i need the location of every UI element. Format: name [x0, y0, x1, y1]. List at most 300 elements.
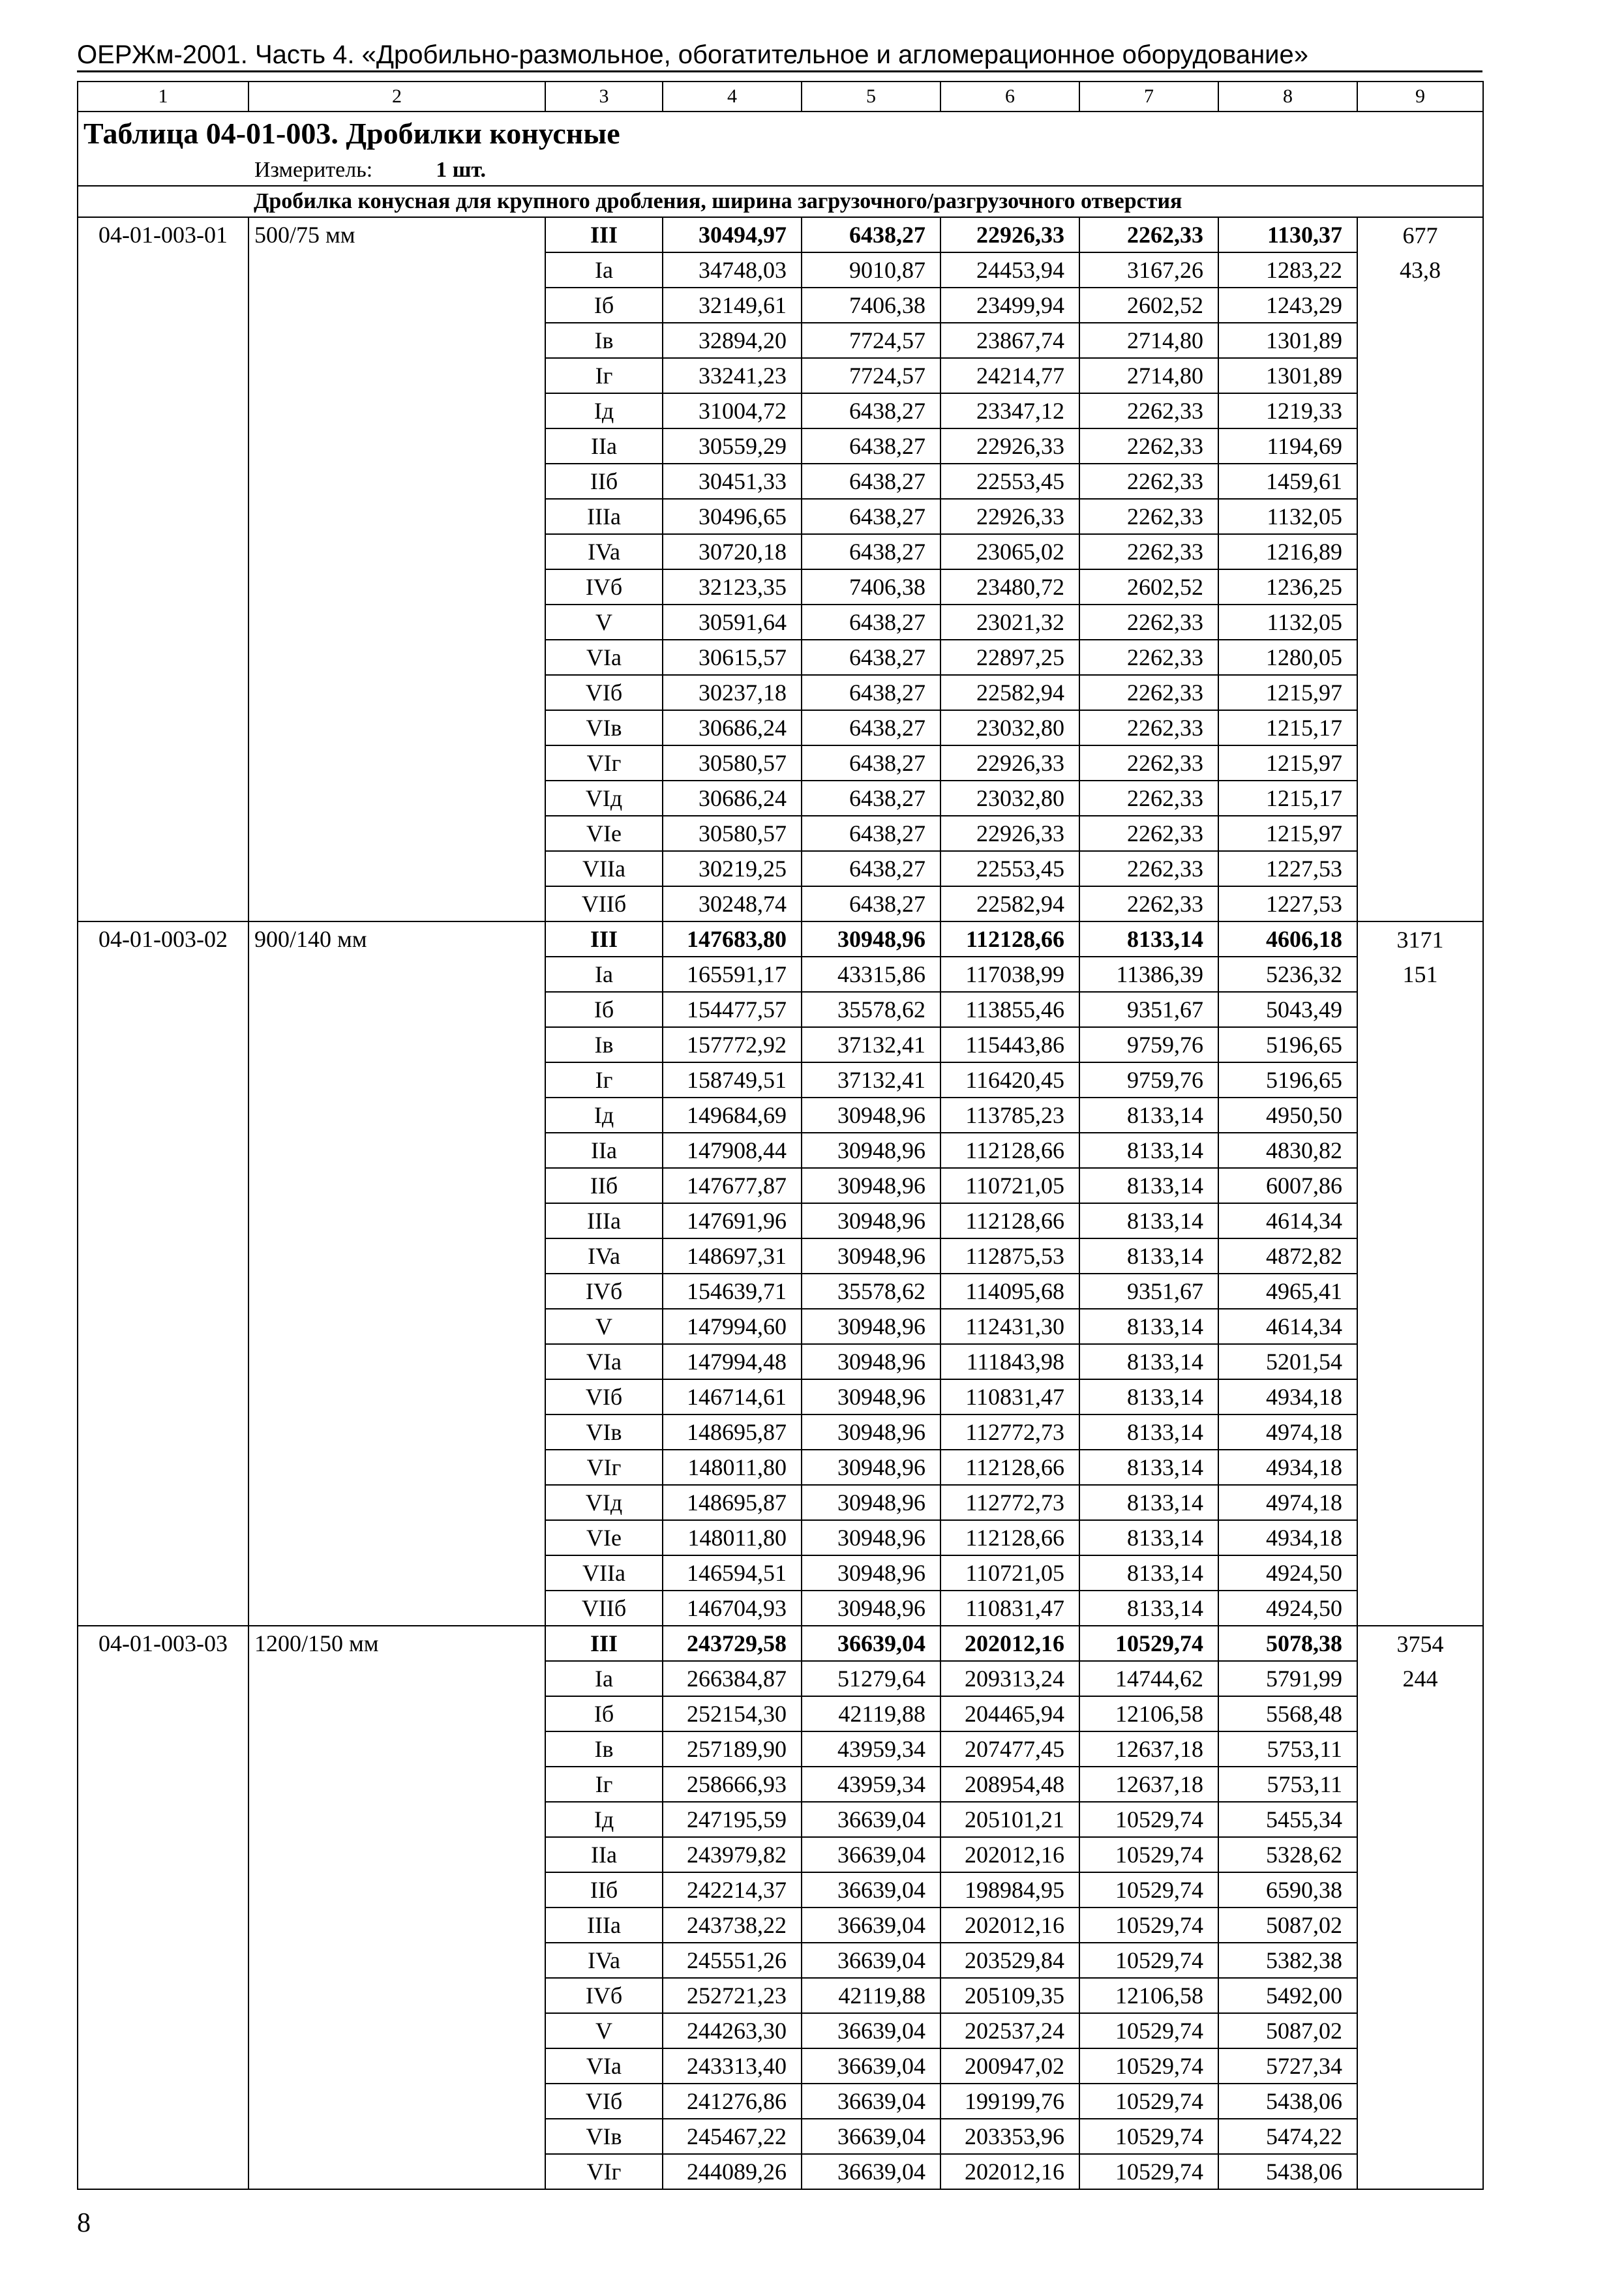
size-cell — [248, 1344, 545, 1379]
size-cell — [248, 745, 545, 781]
value-cell: 208954,48 — [940, 1767, 1079, 1802]
size-cell — [248, 640, 545, 675]
col9-cell — [1357, 1344, 1483, 1379]
value-cell: 244263,30 — [663, 2013, 802, 2048]
value-cell: 12637,18 — [1079, 1731, 1218, 1767]
table-row — [78, 1133, 1483, 1168]
value-cell: 8133,14 — [1079, 1098, 1218, 1133]
column-number: 7 — [1079, 82, 1218, 112]
table-row — [78, 675, 1483, 710]
value-cell: 8133,14 — [1079, 1379, 1218, 1414]
table-row — [78, 1696, 1483, 1731]
index-cell: VIд — [545, 781, 663, 816]
value-cell: 30948,96 — [802, 1485, 940, 1520]
col9-cell — [1357, 569, 1483, 605]
code-cell — [78, 675, 248, 710]
value-cell: 43315,86 — [802, 957, 940, 992]
size-cell — [248, 288, 545, 323]
value-cell: 22926,33 — [940, 428, 1079, 464]
subheading-row — [78, 186, 1483, 217]
value-cell: 243979,82 — [663, 1837, 802, 1872]
code-cell — [78, 851, 248, 886]
column-number: 5 — [802, 82, 940, 112]
code-cell — [78, 1520, 248, 1555]
col9-cell — [1357, 1238, 1483, 1274]
value-cell: 8133,14 — [1079, 1555, 1218, 1591]
value-cell: 147908,44 — [663, 1133, 802, 1168]
value-cell: 22926,33 — [940, 816, 1079, 851]
value-cell: 112431,30 — [940, 1309, 1079, 1344]
index-cell: VIг — [545, 2154, 663, 2189]
value-cell: 117038,99 — [940, 957, 1079, 992]
value-cell: 2262,33 — [1079, 428, 1218, 464]
code-cell — [78, 1379, 248, 1414]
value-cell: 207477,45 — [940, 1731, 1079, 1767]
value-cell: 4924,50 — [1218, 1555, 1357, 1591]
code-cell — [78, 1450, 248, 1485]
value-cell: 10529,74 — [1079, 2013, 1218, 2048]
value-cell: 22553,45 — [940, 851, 1079, 886]
value-cell: 36639,04 — [802, 1837, 940, 1872]
value-cell: 8133,14 — [1079, 1520, 1218, 1555]
value-cell: 266384,87 — [663, 1661, 802, 1696]
value-cell: 2262,33 — [1079, 464, 1218, 499]
value-cell: 252154,30 — [663, 1696, 802, 1731]
value-cell: 10529,74 — [1079, 2048, 1218, 2084]
value-cell: 6438,27 — [802, 675, 940, 710]
price-table — [77, 81, 1484, 2190]
value-cell: 2262,33 — [1079, 393, 1218, 428]
value-cell: 22926,33 — [940, 745, 1079, 781]
value-cell: 30948,96 — [802, 1379, 940, 1414]
size-cell — [248, 1943, 545, 1978]
value-cell: 257189,90 — [663, 1731, 802, 1767]
value-cell: 203353,96 — [940, 2119, 1079, 2154]
index-cell: VIe — [545, 816, 663, 851]
value-cell: 10529,74 — [1079, 2154, 1218, 2189]
size-cell — [248, 1379, 545, 1414]
table-row — [78, 745, 1483, 781]
value-cell: 6438,27 — [802, 816, 940, 851]
size-cell — [248, 816, 545, 851]
col9-cell — [1357, 2048, 1483, 2084]
value-cell: 12106,58 — [1079, 1978, 1218, 2013]
col9-cell — [1357, 992, 1483, 1027]
size-cell — [248, 2154, 545, 2189]
col9-cell — [1357, 428, 1483, 464]
value-cell: 154477,57 — [663, 992, 802, 1027]
value-cell: 148697,31 — [663, 1238, 802, 1274]
code-cell — [78, 1767, 248, 1802]
code-cell — [78, 1027, 248, 1062]
code-cell — [78, 1168, 248, 1203]
value-cell: 245551,26 — [663, 1943, 802, 1978]
value-cell: 43959,34 — [802, 1731, 940, 1767]
value-cell: 154639,71 — [663, 1274, 802, 1309]
code-cell — [78, 2048, 248, 2084]
col9-cell — [1357, 1450, 1483, 1485]
size-cell — [248, 1837, 545, 1872]
value-cell: 112128,66 — [940, 1133, 1079, 1168]
index-cell: III — [545, 217, 663, 252]
size-cell — [248, 1414, 545, 1450]
value-cell: 242214,37 — [663, 1872, 802, 1908]
index-cell: VIa — [545, 2048, 663, 2084]
index-cell: VIд — [545, 1485, 663, 1520]
col9-cell — [1357, 605, 1483, 640]
col9-cell — [1357, 358, 1483, 393]
value-cell: 243729,58 — [663, 1626, 802, 1661]
value-cell: 2602,52 — [1079, 288, 1218, 323]
table-row — [78, 710, 1483, 745]
value-cell: 30580,57 — [663, 745, 802, 781]
value-cell: 2262,33 — [1079, 710, 1218, 745]
table-row — [78, 1661, 1483, 1696]
value-cell: 5087,02 — [1218, 2013, 1357, 2048]
col9-cell — [1357, 2154, 1483, 2189]
code-cell — [78, 1274, 248, 1309]
value-cell: 6438,27 — [802, 781, 940, 816]
value-cell: 1283,22 — [1218, 252, 1357, 288]
value-cell: 209313,24 — [940, 1661, 1079, 1696]
value-cell: 1227,53 — [1218, 886, 1357, 921]
value-cell: 2262,33 — [1079, 675, 1218, 710]
value-cell: 110831,47 — [940, 1591, 1079, 1626]
value-cell: 4614,34 — [1218, 1309, 1357, 1344]
value-cell: 7406,38 — [802, 288, 940, 323]
value-cell: 23867,74 — [940, 323, 1079, 358]
code-cell — [78, 2119, 248, 2154]
size-cell — [248, 957, 545, 992]
size-cell — [248, 1661, 545, 1696]
index-cell: Iв — [545, 323, 663, 358]
meter-row — [78, 155, 1483, 186]
value-cell: 30948,96 — [802, 1344, 940, 1379]
value-cell: 42119,88 — [802, 1978, 940, 2013]
value-cell: 36639,04 — [802, 1802, 940, 1837]
value-cell: 1215,97 — [1218, 816, 1357, 851]
size-cell — [248, 569, 545, 605]
value-cell: 12106,58 — [1079, 1696, 1218, 1731]
value-cell: 147994,60 — [663, 1309, 802, 1344]
value-cell: 30686,24 — [663, 710, 802, 745]
code-cell — [78, 1731, 248, 1767]
size-cell — [248, 1133, 545, 1168]
value-cell: 1215,17 — [1218, 710, 1357, 745]
table-row — [78, 569, 1483, 605]
value-cell: 34748,03 — [663, 252, 802, 288]
value-cell: 112128,66 — [940, 921, 1079, 957]
value-cell: 243313,40 — [663, 2048, 802, 2084]
value-cell: 112128,66 — [940, 1450, 1079, 1485]
table-row — [78, 1098, 1483, 1133]
size-cell — [248, 464, 545, 499]
value-cell: 9010,87 — [802, 252, 940, 288]
value-cell: 23032,80 — [940, 710, 1079, 745]
value-cell: 7406,38 — [802, 569, 940, 605]
code-cell — [78, 745, 248, 781]
value-cell: 2262,33 — [1079, 534, 1218, 569]
value-cell: 32894,20 — [663, 323, 802, 358]
value-cell: 36639,04 — [802, 1908, 940, 1943]
size-cell — [248, 605, 545, 640]
value-cell: 10529,74 — [1079, 2084, 1218, 2119]
size-cell — [248, 393, 545, 428]
code-cell — [78, 605, 248, 640]
value-cell: 147683,80 — [663, 921, 802, 957]
value-cell: 51279,64 — [802, 1661, 940, 1696]
table-title: Таблица 04-01-003. Дробилки конусные — [78, 112, 1483, 155]
value-cell: 252721,23 — [663, 1978, 802, 2013]
index-cell: V — [545, 1309, 663, 1344]
table-row — [78, 1379, 1483, 1414]
index-cell: IVб — [545, 1274, 663, 1309]
value-cell: 2262,33 — [1079, 851, 1218, 886]
size-cell — [248, 428, 545, 464]
code-cell — [78, 1872, 248, 1908]
size-cell — [248, 886, 545, 921]
code-cell — [78, 2084, 248, 2119]
value-cell: 112875,53 — [940, 1238, 1079, 1274]
value-cell: 165591,17 — [663, 957, 802, 992]
value-cell: 22897,25 — [940, 640, 1079, 675]
index-cell: VIIa — [545, 1555, 663, 1591]
value-cell: 30580,57 — [663, 816, 802, 851]
value-cell: 36639,04 — [802, 1626, 940, 1661]
table-row — [78, 1203, 1483, 1238]
code-cell — [78, 393, 248, 428]
index-cell: Ia — [545, 957, 663, 992]
column-number: 4 — [663, 82, 802, 112]
index-cell: VIIб — [545, 1591, 663, 1626]
size-cell — [248, 1238, 545, 1274]
value-cell: 243738,22 — [663, 1908, 802, 1943]
value-cell: 5043,49 — [1218, 992, 1357, 1027]
table-row — [78, 2013, 1483, 2048]
index-cell: Iг — [545, 1767, 663, 1802]
value-cell: 113785,23 — [940, 1098, 1079, 1133]
value-cell: 10529,74 — [1079, 1626, 1218, 1661]
col9-cell — [1357, 534, 1483, 569]
index-cell: IIIa — [545, 499, 663, 534]
col9-cell — [1357, 2084, 1483, 2119]
table-row — [78, 1274, 1483, 1309]
code-cell — [78, 1555, 248, 1591]
size-cell — [248, 252, 545, 288]
value-cell: 4614,34 — [1218, 1203, 1357, 1238]
code-cell — [78, 1414, 248, 1450]
value-cell: 4872,82 — [1218, 1238, 1357, 1274]
value-cell: 23499,94 — [940, 288, 1079, 323]
size-cell — [248, 1309, 545, 1344]
table-row — [78, 1978, 1483, 2013]
value-cell: 1301,89 — [1218, 358, 1357, 393]
index-cell: IVб — [545, 569, 663, 605]
code-cell — [78, 1943, 248, 1978]
size-cell — [248, 2084, 545, 2119]
value-cell: 202012,16 — [940, 1626, 1079, 1661]
value-cell: 147994,48 — [663, 1344, 802, 1379]
size-cell — [248, 323, 545, 358]
code-cell — [78, 499, 248, 534]
col9-cell — [1357, 499, 1483, 534]
table-row — [78, 1802, 1483, 1837]
value-cell: 30720,18 — [663, 534, 802, 569]
value-cell: 5438,06 — [1218, 2154, 1357, 2189]
value-cell: 8133,14 — [1079, 1168, 1218, 1203]
value-cell: 110831,47 — [940, 1379, 1079, 1414]
table-row — [78, 393, 1483, 428]
value-cell: 30615,57 — [663, 640, 802, 675]
value-cell: 6438,27 — [802, 851, 940, 886]
value-cell: 147691,96 — [663, 1203, 802, 1238]
code-cell — [78, 1485, 248, 1520]
index-cell: Iд — [545, 393, 663, 428]
col9-cell — [1357, 323, 1483, 358]
size-cell — [248, 1978, 545, 2013]
value-cell: 1216,89 — [1218, 534, 1357, 569]
code-cell — [78, 1133, 248, 1168]
index-cell: IIa — [545, 428, 663, 464]
meter — [78, 155, 1483, 186]
value-cell: 5455,34 — [1218, 1802, 1357, 1837]
col9-cell — [1357, 1485, 1483, 1520]
value-cell: 1459,61 — [1218, 464, 1357, 499]
table-row — [78, 992, 1483, 1027]
value-cell: 112772,73 — [940, 1414, 1079, 1450]
value-cell: 6438,27 — [802, 217, 940, 252]
header-rule — [77, 70, 1482, 72]
value-cell: 5382,38 — [1218, 1943, 1357, 1978]
value-cell: 8133,14 — [1079, 1414, 1218, 1450]
col9-cell — [1357, 1274, 1483, 1309]
page-number: 8 — [77, 2208, 91, 2238]
table-row — [78, 1555, 1483, 1591]
index-cell: Iд — [545, 1098, 663, 1133]
col9-cell — [1357, 1555, 1483, 1591]
col9-cell — [1357, 1872, 1483, 1908]
value-cell: 30948,96 — [802, 1203, 940, 1238]
index-cell: VIб — [545, 675, 663, 710]
col9-cell — [1357, 1027, 1483, 1062]
value-cell: 6438,27 — [802, 710, 940, 745]
value-cell: 5196,65 — [1218, 1062, 1357, 1098]
value-cell: 24214,77 — [940, 358, 1079, 393]
value-cell: 6007,86 — [1218, 1168, 1357, 1203]
index-cell: Ia — [545, 252, 663, 288]
value-cell: 30496,65 — [663, 499, 802, 534]
col9-cell: 244 — [1357, 1661, 1483, 1696]
col9-cell: 3754 — [1357, 1626, 1483, 1661]
col9-cell — [1357, 1062, 1483, 1098]
value-cell: 4924,50 — [1218, 1591, 1357, 1626]
value-cell: 32123,35 — [663, 569, 802, 605]
value-cell: 112128,66 — [940, 1520, 1079, 1555]
value-cell: 245467,22 — [663, 2119, 802, 2154]
col9-cell — [1357, 710, 1483, 745]
value-cell: 202012,16 — [940, 2154, 1079, 2189]
col9-cell — [1357, 675, 1483, 710]
value-cell: 2714,80 — [1079, 358, 1218, 393]
size-cell — [248, 1098, 545, 1133]
column-number: 3 — [545, 82, 663, 112]
index-cell: IVa — [545, 1943, 663, 1978]
index-cell: IIб — [545, 1872, 663, 1908]
code-cell — [78, 358, 248, 393]
size-cell — [248, 1062, 545, 1098]
value-cell: 5753,11 — [1218, 1767, 1357, 1802]
value-cell: 30948,96 — [802, 1414, 940, 1450]
value-cell: 7724,57 — [802, 358, 940, 393]
value-cell: 36639,04 — [802, 2013, 940, 2048]
value-cell: 148695,87 — [663, 1485, 802, 1520]
code-cell — [78, 1309, 248, 1344]
index-cell: VIв — [545, 1414, 663, 1450]
table-row — [78, 1626, 1483, 1661]
value-cell: 36639,04 — [802, 2119, 940, 2154]
size-cell — [248, 1274, 545, 1309]
value-cell: 146594,51 — [663, 1555, 802, 1591]
col9-cell — [1357, 1168, 1483, 1203]
value-cell: 5087,02 — [1218, 1908, 1357, 1943]
index-cell: Ia — [545, 1661, 663, 1696]
meter-value: 1 шт. — [436, 158, 487, 182]
value-cell: 146704,93 — [663, 1591, 802, 1626]
value-cell: 10529,74 — [1079, 2119, 1218, 2154]
code-cell — [78, 1203, 248, 1238]
value-cell: 2602,52 — [1079, 569, 1218, 605]
value-cell: 30948,96 — [802, 1555, 940, 1591]
value-cell: 5196,65 — [1218, 1027, 1357, 1062]
value-cell: 4965,41 — [1218, 1274, 1357, 1309]
value-cell: 10529,74 — [1079, 1837, 1218, 1872]
table-row — [78, 640, 1483, 675]
col9-cell — [1357, 1414, 1483, 1450]
value-cell: 30948,96 — [802, 1168, 940, 1203]
index-cell: Iб — [545, 992, 663, 1027]
value-cell: 244089,26 — [663, 2154, 802, 2189]
value-cell: 202537,24 — [940, 2013, 1079, 2048]
value-cell: 258666,93 — [663, 1767, 802, 1802]
table-row — [78, 1238, 1483, 1274]
index-cell: IVб — [545, 1978, 663, 2013]
code-cell — [78, 1098, 248, 1133]
size-cell: 500/75 мм — [248, 217, 545, 252]
col9-cell — [1357, 851, 1483, 886]
value-cell: 6438,27 — [802, 605, 940, 640]
value-cell: 200947,02 — [940, 2048, 1079, 2084]
value-cell: 241276,86 — [663, 2084, 802, 2119]
table-row — [78, 1943, 1483, 1978]
table-row — [78, 1168, 1483, 1203]
value-cell: 23480,72 — [940, 569, 1079, 605]
code-cell — [78, 1978, 248, 2013]
value-cell: 30948,96 — [802, 1309, 940, 1344]
value-cell: 1219,33 — [1218, 393, 1357, 428]
code-cell — [78, 252, 248, 288]
col9-cell — [1357, 886, 1483, 921]
value-cell: 42119,88 — [802, 1696, 940, 1731]
value-cell: 1132,05 — [1218, 499, 1357, 534]
code-cell — [78, 1696, 248, 1731]
value-cell: 6438,27 — [802, 428, 940, 464]
index-cell: IVa — [545, 534, 663, 569]
value-cell: 4974,18 — [1218, 1485, 1357, 1520]
table-row — [78, 464, 1483, 499]
table-row — [78, 781, 1483, 816]
value-cell: 33241,23 — [663, 358, 802, 393]
index-cell: IIa — [545, 1837, 663, 1872]
